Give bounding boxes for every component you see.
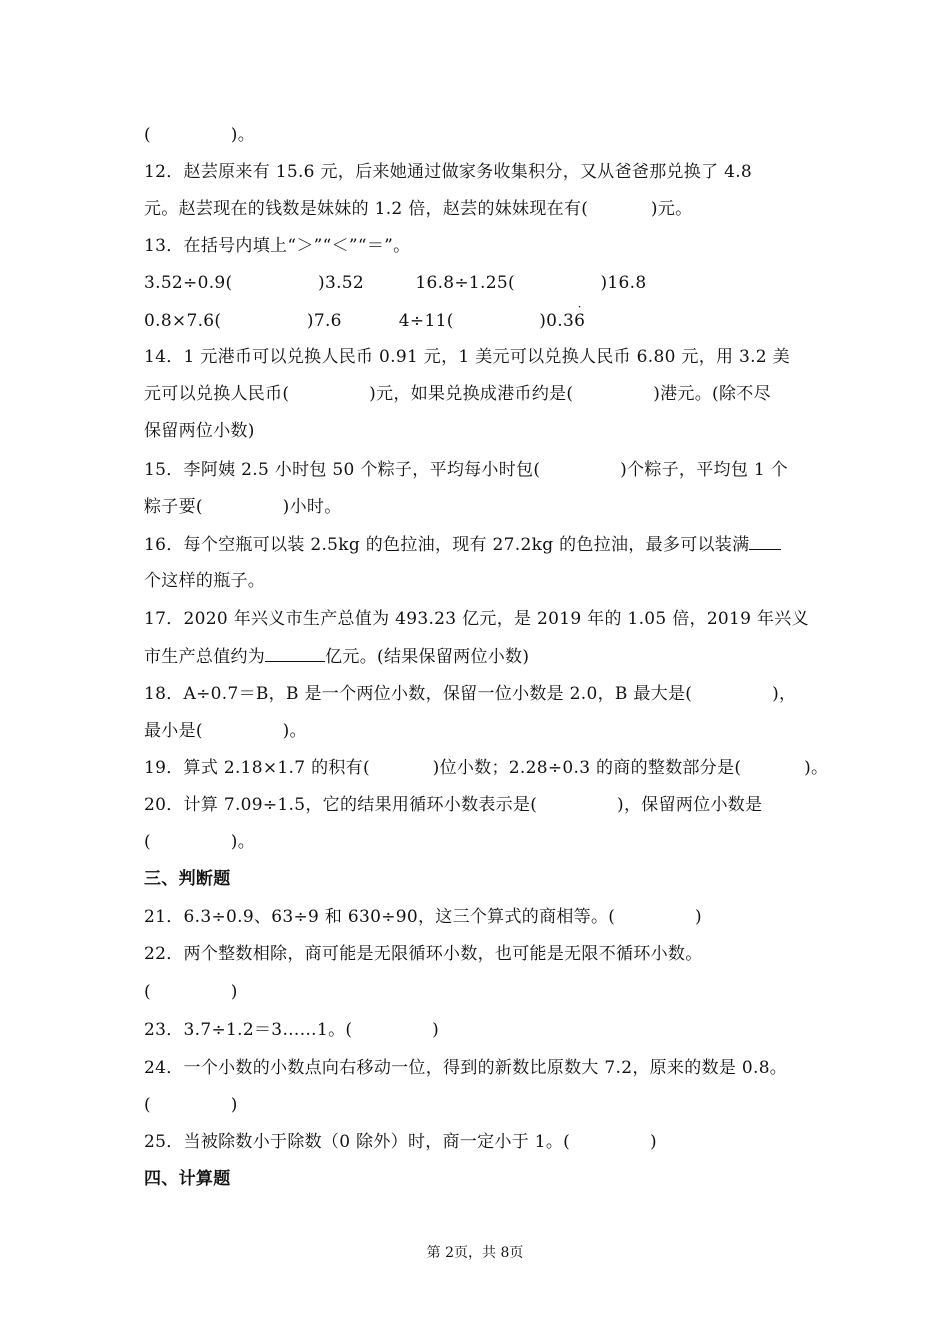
q24-line2: ( )	[144, 1095, 238, 1115]
section-heading-calculation: 四、计算题	[144, 1169, 231, 1189]
q18-line1: 18．A÷0.7＝B，B 是一个两位小数，保留一位小数是 2.0，B 最大是( )，	[144, 684, 797, 704]
q22-line2: ( )	[144, 982, 238, 1002]
q13-title: 13．在括号内填上“＞”“＜”“＝”。	[144, 236, 411, 256]
q13-row1: 3.52÷0.9( )3.52 16.8÷1.25( )16.8	[144, 273, 647, 293]
q13-row2-text: 0.8×7.6( )7.6 4÷11( )0.3	[144, 311, 575, 331]
q14-line3: 保留两位小数)	[144, 421, 255, 441]
q17-line2	[144, 645, 529, 668]
q14-line1: 14．1 元港币可以兑换人民币 0.91 元，1 美元可以兑换人民币 6.80 元，用 3.2 美	[144, 347, 790, 367]
q12-line1: 12．赵芸原来有 15.6 元，后来她通过做家务收集积分，又从爸爸那兑换了 4.8	[144, 162, 753, 182]
q18-line2: 最小是( )。	[144, 721, 307, 741]
q25: 25．当被除数小于除数（0 除外）时，商一定小于 1。( )	[144, 1132, 657, 1152]
q17-text-b: 亿元。(结果保留两位小数)	[325, 647, 530, 667]
q22-line1: 22．两个整数相除，商可能是无限循环小数，也可能是无限不循环小数。	[144, 944, 703, 964]
q15-line1: 15．李阿姨 2.5 小时包 50 个粽子，平均每小时包( )个粽子，平均包 1 个	[144, 460, 788, 480]
repeating-dot: ·	[577, 300, 582, 314]
q23: 23．3.7÷1.2＝3……1。( )	[144, 1020, 440, 1040]
page-footer: 第 2页，共 8页	[426, 1245, 524, 1261]
repeating-digit-value: 6	[574, 311, 586, 331]
q13-row2	[144, 300, 586, 332]
repeating-digit	[574, 300, 586, 332]
q16-line2: 个这样的瓶子。	[144, 571, 266, 591]
q19: 19．算式 2.18×1.7 的积有( )位小数；2.28÷0.3 的商的整数部分是( )。	[144, 758, 829, 778]
q20-line1: 20．计算 7.09÷1.5，它的结果用循环小数表示是( )，保留两位小数是	[144, 795, 763, 815]
q14-line2: 元可以兑换人民币( )元，如果兑换成港币约是( )港元。(除不尽	[144, 384, 771, 404]
q21: 21．6.3÷0.9、63÷9 和 630÷90，这三个算式的商相等。( )	[144, 907, 702, 927]
q17-line1: 17．2020 年兴义市生产总值为 493.23 亿元，是 2019 年的 1.05 倍，2019 年兴义	[144, 609, 809, 629]
q15-line2: 粽子要( )小时。	[144, 497, 342, 517]
q24-line1: 24．一个小数的小数点向右移动一位，得到的新数比原数大 7.2，原来的数是 0.8。	[144, 1058, 788, 1078]
q17-text-a: 市生产总值约为	[144, 647, 266, 667]
q11-tail: ( )。	[144, 125, 256, 145]
q16-text: 16．每个空瓶可以装 2.5kg 的色拉油，现有 27.2kg 的色拉油，最多可以装满	[144, 535, 750, 555]
section-heading-judgment: 三、判断题	[144, 869, 231, 889]
q12-line2: 元。赵芸现在的钱数是妹妹的 1.2 倍，赵芸的妹妹现在有( )元。	[144, 199, 693, 219]
q20-line2: ( )。	[144, 832, 256, 852]
answer-blank[interactable]	[749, 533, 781, 550]
q16-line1	[144, 533, 781, 556]
answer-blank[interactable]	[265, 645, 325, 662]
